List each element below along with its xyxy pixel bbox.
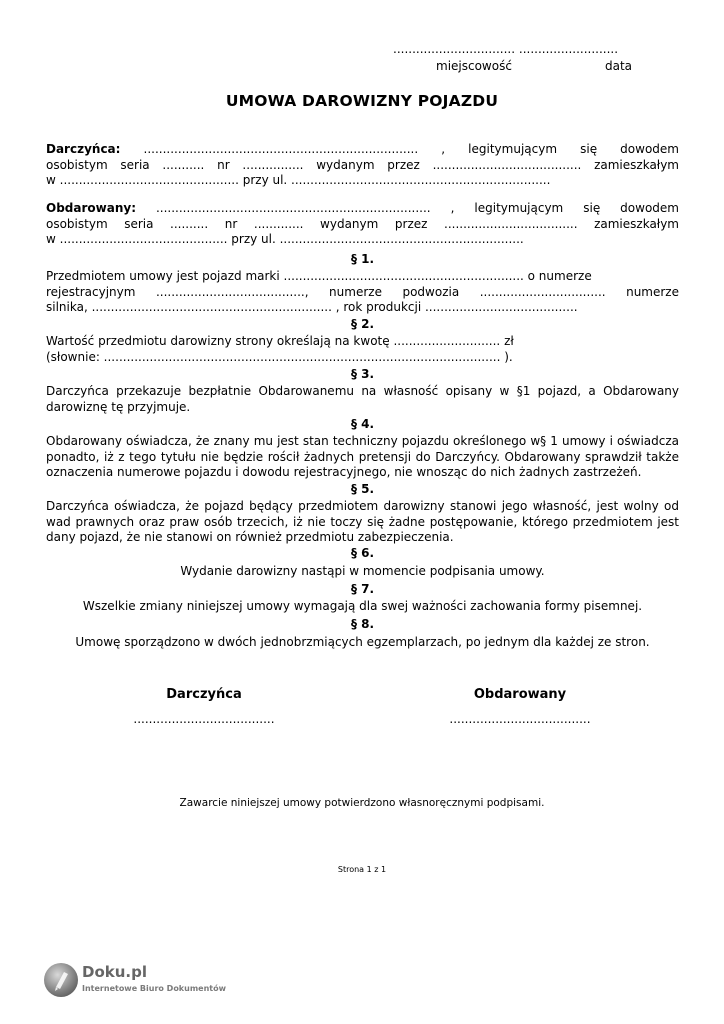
donee-signature-title: Obdarowany bbox=[473, 687, 567, 702]
section-3-body bbox=[46, 384, 679, 415]
donor-line-2: osobistym seria ........... nr ................ wydanym przez ....................................... zamieszkałym bbox=[46, 157, 679, 172]
section-5-line: dany pojazd, że nie stanowi on również przedmiotu zabezpieczenia. bbox=[46, 530, 454, 545]
section-3-heading: § 3. bbox=[350, 367, 375, 381]
section-5-body bbox=[46, 499, 679, 546]
section-4-line: ponadto, iż z tego tytułu nie będzie rościł żadnych pretensji do Darczyńcy. Obdarowany sprawdził także bbox=[46, 449, 679, 464]
pen-nib-icon bbox=[44, 963, 78, 997]
section-3-line: darowiznę tę przyjmuje. bbox=[46, 399, 191, 414]
signature-confirmation-note: Zawarcie niniejszej umowy potwierdzono własnoręcznymi podpisami. bbox=[179, 797, 545, 809]
donee-line-2: osobistym seria .......... nr ............. wydanym przez ................................... zamieszkałym bbox=[46, 216, 679, 231]
section-7-text: Wszelkie zmiany niniejszej umowy wymagają dla swej ważności zachowania formy pisemnej. bbox=[82, 599, 643, 613]
section-1-line: Przedmiotem umowy jest pojazd marki ............................................................... o numerze bbox=[46, 269, 592, 283]
section-1-body bbox=[46, 269, 679, 316]
doku-logo bbox=[44, 963, 234, 1003]
section-2-body bbox=[46, 334, 679, 365]
donor-signature-title: Darczyńca bbox=[166, 687, 242, 702]
section-7-heading: § 7. bbox=[350, 582, 375, 596]
section-6-heading: § 6. bbox=[350, 546, 375, 560]
date-label: data bbox=[605, 59, 633, 73]
section-8-heading: § 8. bbox=[350, 617, 375, 631]
document-title: UMOWA DAROWIZNY POJAZDU bbox=[225, 92, 499, 110]
page-number: Strona 1 z 1 bbox=[337, 865, 387, 874]
section-4-body bbox=[46, 434, 679, 481]
section-6-text: Wydanie darowizny nastąpi w momencie podpisania umowy. bbox=[180, 564, 545, 578]
donor-line-3: w ............................................... przy ul. .................................................................... bbox=[46, 173, 551, 188]
donee-block bbox=[46, 201, 679, 248]
logo-name: Doku.pl bbox=[82, 963, 147, 981]
donor-line-1: Darczyńca: ........................................................................ , legitymującym się dowodem bbox=[46, 142, 679, 156]
section-8-text: Umowę sporządzono w dwóch jednobrzmiących egzemplarzach, po jednym dla każdej ze stron. bbox=[75, 635, 650, 649]
section-4-line: Obdarowany oświadcza, że znany mu jest stan techniczny pojazdu określonego w§ 1 umowy i oświadcza bbox=[46, 434, 679, 448]
donor-label: Darczyńca: bbox=[46, 142, 121, 156]
donee-line-1: Obdarowany: ........................................................................ , legitymującym się dowodem bbox=[46, 201, 679, 215]
section-5-line: Darczyńca oświadcza, że pojazd będący przedmiotem darowizny stanowi jego własność, jest wolny od bbox=[46, 499, 679, 513]
section-1-line: silnika, ............................................................... , rok produkcji ........................................ bbox=[46, 300, 578, 315]
section-3-line: Darczyńca przekazuje bezpłatnie Obdarowanemu na własność opisany w §1 pojazd, a Obdarowany bbox=[46, 384, 679, 398]
section-4-line: oznaczenia numerowe pojazdu i dowodu rejestracyjnego, nie wnosząc do nich żadnych zastrzeżeń. bbox=[46, 465, 642, 480]
donor-block bbox=[46, 142, 679, 189]
section-1-heading: § 1. bbox=[350, 252, 375, 266]
place-label: miejscowość bbox=[436, 59, 512, 73]
section-2-line: (słownie: ........................................................................................................ ). bbox=[46, 349, 513, 364]
section-1-line: rejestracyjnym ......................................., numerze podwozia ................................. numerze bbox=[46, 284, 679, 299]
donee-signature-line: ..................................... bbox=[449, 712, 591, 726]
section-5-line: wad prawnych oraz praw osób trzecich, iż nie toczy się żadne postępowanie, którego przedmiotem jest bbox=[46, 514, 679, 529]
donor-signature-line: ..................................... bbox=[133, 712, 275, 726]
logo-tagline: Internetowe Biuro Dokumentów bbox=[82, 984, 226, 993]
section-2-line: Wartość przedmiotu darowizny strony określają na kwotę ............................ zł bbox=[46, 334, 514, 348]
section-4-heading: § 4. bbox=[350, 417, 375, 431]
donee-label: Obdarowany: bbox=[46, 201, 136, 215]
place-date-dots: ................................ .......................... bbox=[393, 42, 619, 56]
donee-line-3: w ............................................ przy ul. ................................................................ bbox=[46, 232, 524, 247]
section-5-heading: § 5. bbox=[350, 482, 375, 496]
section-2-heading: § 2. bbox=[350, 317, 375, 331]
